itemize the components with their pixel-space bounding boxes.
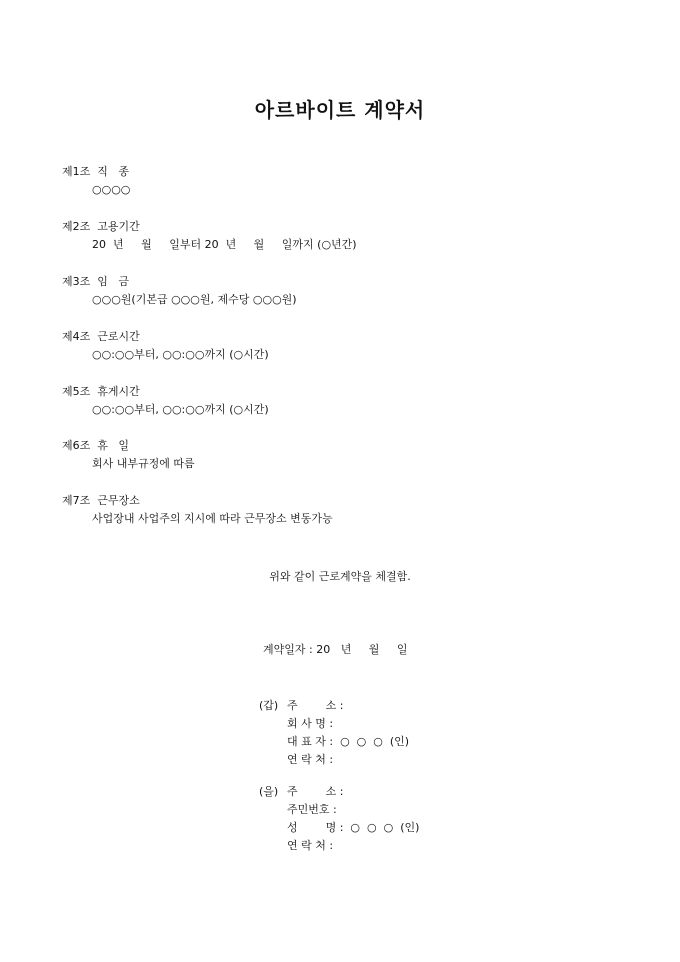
article-body: ○○:○○부터, ○○:○○까지 (○시간): [92, 403, 269, 416]
party-b-block: [259, 783, 419, 855]
document-title: 아르바이트 계약서: [254, 98, 426, 122]
party-b-address: 주 소 :: [287, 785, 344, 798]
party-a-tag: (갑): [259, 699, 279, 712]
party-a-representative: 대 표 자 : ○ ○ ○ (인): [287, 735, 410, 748]
article-4: [62, 328, 269, 364]
article-heading: 제7조 근무장소: [62, 494, 140, 507]
article-heading: 제4조 근로시간: [62, 330, 140, 343]
article-heading: 제3조 임 금: [62, 275, 129, 288]
article-3: [62, 273, 297, 309]
party-b-tag: (을): [259, 785, 279, 798]
article-heading: 제5조 휴게시간: [62, 385, 140, 398]
closing-statement: 위와 같이 근로계약을 체결함.: [269, 570, 411, 583]
article-2: [62, 218, 357, 254]
party-b-resident-number: 주민번호 :: [287, 803, 337, 816]
party-a-contact: 연 락 처 :: [287, 753, 334, 766]
article-heading: 제6조 휴 일: [62, 439, 129, 452]
article-body: 20 년 월 일부터 20 년 월 일까지 (○년간): [92, 238, 357, 251]
article-body: 회사 내부규정에 따름: [92, 457, 195, 470]
party-b-contact: 연 락 처 :: [287, 839, 334, 852]
article-heading: 제1조 직 종: [62, 165, 129, 178]
article-body: ○○○○: [92, 183, 131, 196]
party-a-address: 주 소 :: [287, 699, 344, 712]
article-body: 사업장내 사업주의 지시에 따라 근무장소 변동가능: [92, 512, 333, 525]
article-1: [62, 163, 130, 199]
article-body: ○○○원(기본급 ○○○원, 제수당 ○○○원): [92, 293, 297, 306]
article-6: [62, 437, 195, 473]
party-a-company-name: 회 사 명 :: [287, 717, 334, 730]
article-heading: 제2조 고용기간: [62, 220, 140, 233]
article-body: ○○:○○부터, ○○:○○까지 (○시간): [92, 348, 269, 361]
party-a-block: [259, 697, 409, 769]
party-b-name: 성 명 : ○ ○ ○ (인): [287, 821, 420, 834]
contract-date: 계약일자 : 20 년 월 일: [263, 643, 408, 656]
article-5: [62, 383, 269, 419]
article-7: [62, 492, 333, 528]
